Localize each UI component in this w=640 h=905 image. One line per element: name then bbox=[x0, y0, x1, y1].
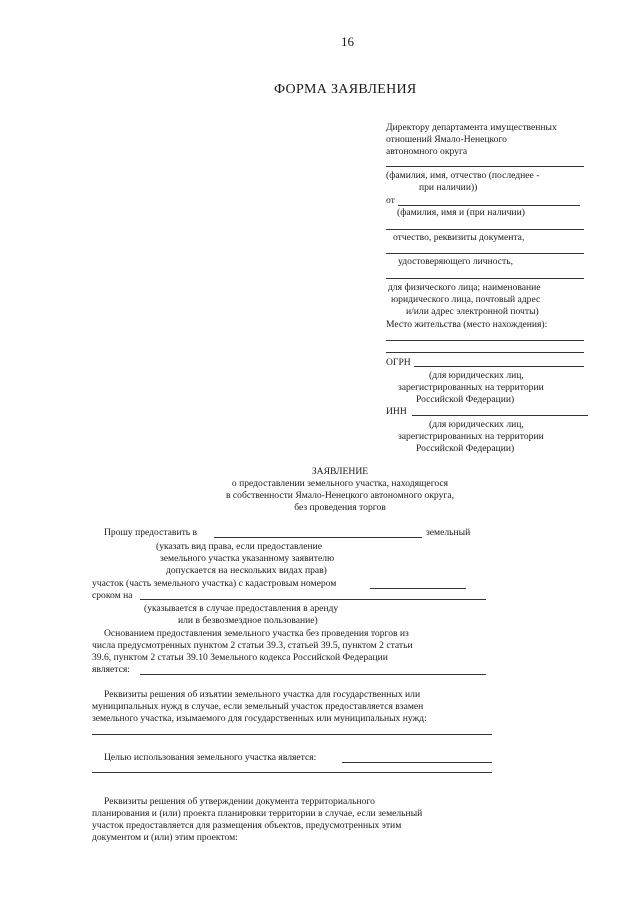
inn-field[interactable] bbox=[412, 415, 588, 416]
ogrn-hint-2: зарегистрированных на территории bbox=[398, 382, 544, 393]
name-hint-2: при наличии)) bbox=[419, 182, 478, 193]
residence-label: Место жительства (место нахождения): bbox=[386, 319, 548, 330]
term-hint-1: (указывается в случае предоставления в аренду bbox=[144, 603, 339, 614]
ogrn-hint-3: Российской Федерации) bbox=[416, 394, 515, 405]
statement-subtitle-1: о предоставлении земельного участка, находящегося bbox=[231, 478, 449, 489]
inn-hint-2: зарегистрированных на территории bbox=[398, 431, 544, 442]
cadastral-label: участок (часть земельного участка) с кадастровым номером bbox=[92, 578, 337, 589]
seizure-line-1: Реквизиты решения об изъятии земельного участка для государственных или bbox=[104, 689, 421, 700]
patronymic-field[interactable] bbox=[386, 229, 584, 230]
basis-line-1: Основанием предоставления земельного участка без проведения торгов из bbox=[104, 628, 409, 639]
addressee-line-1: Директору департамента имущественных bbox=[386, 122, 557, 133]
cadastral-number-field[interactable] bbox=[370, 588, 466, 589]
addressee-line-2: отношений Ямало-Ненецкого bbox=[386, 134, 507, 145]
addressee-line-3: автономного округа bbox=[386, 146, 468, 157]
purpose-field-2[interactable] bbox=[92, 772, 492, 773]
form-title: ФОРМА ЗАЯВЛЕНИЯ bbox=[274, 82, 417, 97]
residence-field-1[interactable] bbox=[386, 340, 584, 341]
planning-line-1: Реквизиты решения об утверждении документа территориального bbox=[104, 796, 375, 807]
hint-identity: удостоверяющего личность, bbox=[398, 256, 514, 267]
ogrn-label: ОГРН bbox=[386, 357, 411, 368]
hint-legal-2: юридического лица, почтовый адрес bbox=[391, 294, 541, 305]
statement-heading: ЗАЯВЛЕНИЕ bbox=[311, 466, 369, 477]
hint-patronymic: отчество, реквизиты документа, bbox=[393, 232, 525, 243]
statement-subtitle-2: в собственности Ямало-Ненецкого автономного округа, bbox=[225, 490, 454, 501]
from-label: от bbox=[386, 195, 395, 206]
right-hint-3: допускается на нескольких видах прав) bbox=[166, 565, 327, 576]
right-hint-1: (указать вид права, если предоставление bbox=[156, 541, 322, 552]
inn-hint-1: (для юридических лиц, bbox=[429, 419, 524, 430]
basis-field[interactable] bbox=[140, 674, 486, 675]
hint-legal-1: для физического лица; наименование bbox=[388, 282, 541, 293]
legal-details-field[interactable] bbox=[386, 278, 584, 279]
request-start: Прошу предоставить в bbox=[104, 527, 198, 538]
name-hint-1: (фамилия, имя, отчество (последнее - bbox=[386, 170, 540, 181]
term-hint-2: или в безвозмездное пользование) bbox=[178, 615, 318, 626]
inn-label: ИНН bbox=[386, 406, 407, 417]
page-number: 16 bbox=[341, 34, 354, 49]
seizure-field[interactable] bbox=[92, 734, 492, 735]
planning-line-3: участок предоставляется для размещения объектов, предусмотренных этим bbox=[92, 820, 402, 831]
ogrn-field[interactable] bbox=[414, 366, 584, 367]
inn-hint-3: Российской Федерации) bbox=[416, 443, 515, 454]
basis-line-3: 39.6, пунктом 2 статьи 39.10 Земельного кодекса Российской Федерации bbox=[92, 652, 388, 663]
seizure-line-2: муниципальных нужд в случае, если земельный участок предоставляется взамен bbox=[92, 701, 424, 712]
request-end: земельный bbox=[426, 527, 471, 538]
basis-line-2: числа предусмотренных пунктом 2 статьи 39.3, статьей 39.5, пунктом 2 статьи bbox=[92, 640, 413, 651]
purpose-field-1[interactable] bbox=[342, 762, 492, 763]
purpose-label: Целью использования земельного участка является: bbox=[104, 752, 317, 763]
ogrn-hint-1: (для юридических лиц, bbox=[429, 370, 524, 381]
statement-subtitle-3: без проведения торгов bbox=[294, 502, 386, 513]
term-label: сроком на bbox=[92, 590, 133, 601]
right-type-field[interactable] bbox=[214, 537, 422, 538]
planning-line-2: планирования и (или) проекта планировки территории в случае, если земельный bbox=[92, 808, 423, 819]
hint-legal-3: и/или адрес электронной почты) bbox=[406, 306, 539, 317]
applicant-name-field[interactable] bbox=[386, 166, 584, 167]
from-field[interactable] bbox=[398, 205, 580, 206]
seizure-line-3: земельного участка, изымаемого для государственных или муниципальных нужд: bbox=[92, 713, 427, 724]
basis-line-4: является: bbox=[92, 664, 130, 675]
right-hint-2: земельного участка указанному заявителю bbox=[160, 553, 335, 564]
planning-line-4: документом и (или) этим проектом: bbox=[92, 832, 238, 843]
term-field[interactable] bbox=[140, 599, 486, 600]
identity-document-field[interactable] bbox=[386, 253, 584, 254]
from-hint: (фамилия, имя и (при наличии) bbox=[397, 207, 525, 218]
residence-field-2[interactable] bbox=[386, 352, 584, 353]
